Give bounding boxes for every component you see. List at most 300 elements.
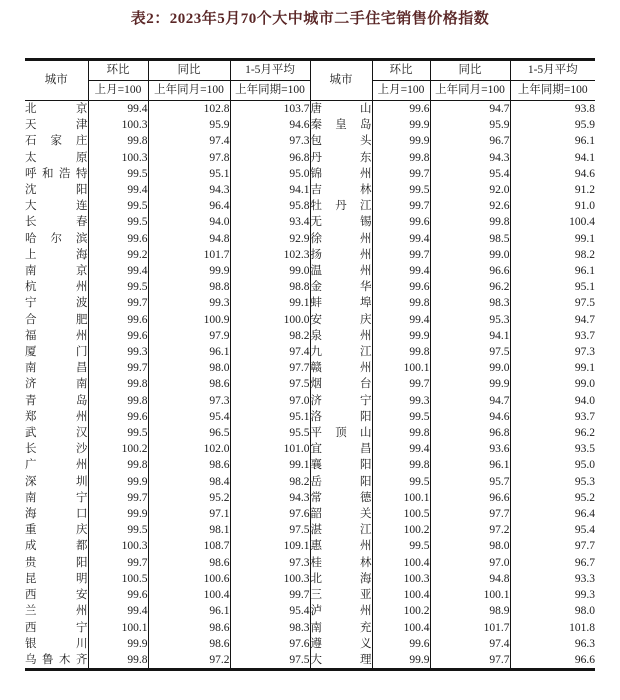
- index-value-cell: 99.3: [510, 587, 595, 603]
- city-name-cell: 泉州: [310, 328, 372, 344]
- index-value-cell: 92.0: [430, 182, 510, 198]
- city-name-cell: 天津: [25, 117, 88, 133]
- index-value-cell: 94.6: [510, 166, 595, 182]
- index-value-cell: 98.0: [430, 538, 510, 554]
- table-row: [25, 490, 595, 506]
- header-mom-right: 环比: [372, 60, 430, 81]
- index-value-cell: 99.5: [372, 474, 430, 490]
- index-value-cell: 99.8: [88, 133, 148, 149]
- header-mom-left: 环比: [88, 60, 148, 81]
- index-value-cell: 98.6: [148, 376, 230, 392]
- table-row: [25, 506, 595, 522]
- index-value-cell: 98.2: [230, 474, 310, 490]
- city-name-cell: 岳阳: [310, 474, 372, 490]
- index-value-cell: 97.6: [230, 636, 310, 652]
- table-row: [25, 328, 595, 344]
- index-value-cell: 96.8: [430, 425, 510, 441]
- index-value-cell: 96.5: [148, 425, 230, 441]
- table-row: [25, 295, 595, 311]
- index-value-cell: 99.3: [372, 393, 430, 409]
- city-name-cell: 重庆: [25, 522, 88, 538]
- index-value-cell: 94.3: [230, 490, 310, 506]
- city-name-cell: 洛阳: [310, 409, 372, 425]
- index-value-cell: 95.9: [430, 117, 510, 133]
- index-value-cell: 94.1: [230, 182, 310, 198]
- index-value-cell: 99.8: [430, 214, 510, 230]
- index-value-cell: 99.5: [372, 409, 430, 425]
- city-name-cell: 平顶山: [310, 425, 372, 441]
- index-value-cell: 97.2: [148, 652, 230, 670]
- table-row: [25, 425, 595, 441]
- city-name-cell: 北京: [25, 101, 88, 118]
- index-value-cell: 98.9: [430, 603, 510, 619]
- index-value-cell: 97.3: [510, 344, 595, 360]
- index-value-cell: 95.5: [230, 425, 310, 441]
- index-value-cell: 96.6: [510, 652, 595, 670]
- city-name-cell: 乌鲁木齐: [25, 652, 88, 670]
- index-value-cell: 99.9: [430, 376, 510, 392]
- index-value-cell: 93.7: [510, 409, 595, 425]
- index-value-cell: 98.8: [230, 279, 310, 295]
- header-avg-left: 1-5月平均: [230, 60, 310, 81]
- index-value-cell: 96.1: [148, 603, 230, 619]
- index-value-cell: 99.7: [372, 376, 430, 392]
- index-value-cell: 98.2: [510, 247, 595, 263]
- index-value-cell: 99.6: [88, 328, 148, 344]
- index-value-cell: 95.3: [510, 474, 595, 490]
- index-value-cell: 95.4: [148, 409, 230, 425]
- city-name-cell: 济南: [25, 376, 88, 392]
- index-value-cell: 94.3: [430, 150, 510, 166]
- city-name-cell: 惠州: [310, 538, 372, 554]
- index-value-cell: 100.4: [372, 587, 430, 603]
- index-value-cell: 99.8: [88, 376, 148, 392]
- index-value-cell: 99.4: [372, 231, 430, 247]
- index-value-cell: 99.7: [88, 490, 148, 506]
- index-value-cell: 95.9: [148, 117, 230, 133]
- index-value-cell: 100.2: [88, 441, 148, 457]
- table-row: [25, 117, 595, 133]
- index-value-cell: 97.5: [510, 295, 595, 311]
- index-value-cell: 98.1: [148, 522, 230, 538]
- table-header: [25, 60, 595, 101]
- table-row: [25, 393, 595, 409]
- index-value-cell: 99.9: [372, 133, 430, 149]
- index-value-cell: 94.7: [430, 101, 510, 118]
- city-name-cell: 安庆: [310, 312, 372, 328]
- table-title: 表2：2023年5月70个大中城市二手住宅销售价格指数: [130, 11, 490, 27]
- city-name-cell: 泸州: [310, 603, 372, 619]
- index-value-cell: 99.8: [372, 295, 430, 311]
- city-name-cell: 合肥: [25, 312, 88, 328]
- index-value-cell: 99.7: [372, 247, 430, 263]
- index-value-cell: 96.1: [148, 344, 230, 360]
- index-value-cell: 95.1: [510, 279, 595, 295]
- index-value-cell: 101.0: [230, 441, 310, 457]
- table-row: [25, 376, 595, 392]
- index-value-cell: 99.7: [372, 166, 430, 182]
- index-value-cell: 99.6: [372, 101, 430, 118]
- header-avg-base-right: 上年同期=100: [510, 81, 595, 101]
- index-value-cell: 95.4: [510, 522, 595, 538]
- city-name-cell: 锦州: [310, 166, 372, 182]
- city-name-cell: 广州: [25, 457, 88, 473]
- table-row: [25, 522, 595, 538]
- index-value-cell: 97.7: [510, 538, 595, 554]
- index-value-cell: 96.1: [510, 263, 595, 279]
- index-value-cell: 99.7: [230, 587, 310, 603]
- table-row: [25, 571, 595, 587]
- index-value-cell: 97.3: [230, 133, 310, 149]
- city-name-cell: 海口: [25, 506, 88, 522]
- index-value-cell: 98.6: [148, 636, 230, 652]
- index-value-cell: 98.6: [148, 555, 230, 571]
- index-value-cell: 99.6: [88, 587, 148, 603]
- city-name-cell: 遵义: [310, 636, 372, 652]
- index-value-cell: 97.0: [230, 393, 310, 409]
- index-value-cell: 95.9: [510, 117, 595, 133]
- city-name-cell: 吉林: [310, 182, 372, 198]
- index-value-cell: 100.3: [230, 571, 310, 587]
- table-row: [25, 441, 595, 457]
- table-row: [25, 474, 595, 490]
- header-avg-base-left: 上年同期=100: [230, 81, 310, 101]
- city-name-cell: 太原: [25, 150, 88, 166]
- index-value-cell: 100.4: [510, 214, 595, 230]
- index-value-cell: 94.0: [148, 214, 230, 230]
- index-value-cell: 97.5: [230, 522, 310, 538]
- index-value-cell: 99.9: [372, 328, 430, 344]
- index-value-cell: 99.4: [372, 263, 430, 279]
- index-value-cell: 99.4: [372, 441, 430, 457]
- city-name-cell: 昆明: [25, 571, 88, 587]
- table-row: [25, 587, 595, 603]
- header-mom-base-right: 上月=100: [372, 81, 430, 101]
- index-value-cell: 101.7: [148, 247, 230, 263]
- index-value-cell: 95.0: [510, 457, 595, 473]
- index-value-cell: 93.5: [510, 441, 595, 457]
- index-value-cell: 97.7: [430, 506, 510, 522]
- table-row: [25, 101, 595, 118]
- index-value-cell: 93.4: [230, 214, 310, 230]
- index-value-cell: 97.9: [148, 328, 230, 344]
- city-name-cell: 成都: [25, 538, 88, 554]
- index-value-cell: 95.2: [148, 490, 230, 506]
- index-value-cell: 100.5: [88, 571, 148, 587]
- index-value-cell: 99.4: [372, 312, 430, 328]
- index-value-cell: 98.8: [148, 279, 230, 295]
- table-row: [25, 247, 595, 263]
- table-row: [25, 263, 595, 279]
- index-value-cell: 99.7: [372, 198, 430, 214]
- index-value-cell: 96.7: [430, 133, 510, 149]
- city-name-cell: 西宁: [25, 620, 88, 636]
- index-value-cell: 94.1: [510, 150, 595, 166]
- index-value-cell: 99.8: [88, 457, 148, 473]
- city-name-cell: 唐山: [310, 101, 372, 118]
- table-row: [25, 166, 595, 182]
- index-value-cell: 99.1: [510, 231, 595, 247]
- city-name-cell: 银川: [25, 636, 88, 652]
- index-value-cell: 94.3: [148, 182, 230, 198]
- index-value-cell: 98.0: [148, 360, 230, 376]
- city-name-cell: 牡丹江: [310, 198, 372, 214]
- index-value-cell: 98.5: [430, 231, 510, 247]
- index-value-cell: 99.8: [88, 652, 148, 670]
- city-name-cell: 南充: [310, 620, 372, 636]
- index-value-cell: 97.6: [230, 506, 310, 522]
- city-name-cell: 九江: [310, 344, 372, 360]
- city-name-cell: 哈尔滨: [25, 231, 88, 247]
- index-value-cell: 97.5: [430, 344, 510, 360]
- table-row: [25, 636, 595, 652]
- index-value-cell: 93.3: [510, 571, 595, 587]
- table-row: [25, 312, 595, 328]
- index-value-cell: 98.4: [148, 474, 230, 490]
- index-value-cell: 99.6: [372, 279, 430, 295]
- index-value-cell: 99.8: [88, 393, 148, 409]
- city-name-cell: 韶关: [310, 506, 372, 522]
- index-value-cell: 99.5: [88, 425, 148, 441]
- index-value-cell: 97.4: [230, 344, 310, 360]
- index-value-cell: 99.5: [88, 522, 148, 538]
- city-name-cell: 丹东: [310, 150, 372, 166]
- index-value-cell: 98.0: [510, 603, 595, 619]
- city-name-cell: 杭州: [25, 279, 88, 295]
- city-name-cell: 青岛: [25, 393, 88, 409]
- index-value-cell: 109.1: [230, 538, 310, 554]
- index-value-cell: 97.5: [230, 376, 310, 392]
- table-row: [25, 360, 595, 376]
- table-row: [25, 620, 595, 636]
- index-value-cell: 108.7: [148, 538, 230, 554]
- index-value-cell: 98.6: [148, 620, 230, 636]
- index-value-cell: 99.8: [372, 150, 430, 166]
- index-value-cell: 101.8: [510, 620, 595, 636]
- index-value-cell: 100.3: [88, 117, 148, 133]
- city-name-cell: 蚌埠: [310, 295, 372, 311]
- city-name-cell: 宁波: [25, 295, 88, 311]
- price-index-table: [25, 58, 595, 671]
- index-value-cell: 94.0: [510, 393, 595, 409]
- index-value-cell: 99.6: [88, 409, 148, 425]
- city-name-cell: 金华: [310, 279, 372, 295]
- index-value-cell: 100.1: [372, 490, 430, 506]
- index-value-cell: 99.0: [230, 263, 310, 279]
- index-value-cell: 99.5: [88, 214, 148, 230]
- table-row: [25, 231, 595, 247]
- city-name-cell: 大理: [310, 652, 372, 670]
- index-value-cell: 97.2: [430, 522, 510, 538]
- header-yoy-right: 同比: [430, 60, 510, 81]
- index-value-cell: 101.7: [430, 620, 510, 636]
- index-value-cell: 99.8: [372, 457, 430, 473]
- index-value-cell: 102.3: [230, 247, 310, 263]
- index-value-cell: 96.1: [510, 133, 595, 149]
- index-value-cell: 94.7: [430, 393, 510, 409]
- index-value-cell: 97.4: [430, 636, 510, 652]
- index-value-cell: 99.9: [88, 636, 148, 652]
- index-value-cell: 99.5: [88, 198, 148, 214]
- index-value-cell: 94.8: [148, 231, 230, 247]
- city-name-cell: 徐州: [310, 231, 372, 247]
- index-value-cell: 97.3: [230, 555, 310, 571]
- index-value-cell: 96.2: [430, 279, 510, 295]
- index-value-cell: 99.9: [372, 652, 430, 670]
- index-value-cell: 96.6: [430, 263, 510, 279]
- index-value-cell: 100.1: [88, 620, 148, 636]
- index-value-cell: 99.4: [88, 603, 148, 619]
- index-value-cell: 97.5: [230, 652, 310, 670]
- index-value-cell: 96.4: [510, 506, 595, 522]
- index-value-cell: 99.9: [88, 474, 148, 490]
- table-row: [25, 603, 595, 619]
- index-value-cell: 94.7: [510, 312, 595, 328]
- index-value-cell: 99.3: [88, 344, 148, 360]
- city-name-cell: 兰州: [25, 603, 88, 619]
- index-value-cell: 99.5: [372, 182, 430, 198]
- city-name-cell: 三亚: [310, 587, 372, 603]
- index-value-cell: 99.5: [88, 279, 148, 295]
- index-value-cell: 100.4: [372, 620, 430, 636]
- table-row: [25, 133, 595, 149]
- index-value-cell: 95.1: [230, 409, 310, 425]
- index-value-cell: 98.6: [148, 457, 230, 473]
- index-value-cell: 95.7: [430, 474, 510, 490]
- city-name-cell: 宜昌: [310, 441, 372, 457]
- index-value-cell: 99.7: [88, 295, 148, 311]
- index-value-cell: 99.2: [88, 247, 148, 263]
- index-value-cell: 99.6: [88, 312, 148, 328]
- index-value-cell: 98.2: [230, 328, 310, 344]
- table-row: [25, 409, 595, 425]
- city-name-cell: 郑州: [25, 409, 88, 425]
- index-value-cell: 94.8: [430, 571, 510, 587]
- index-value-cell: 99.9: [88, 506, 148, 522]
- index-value-cell: 94.6: [430, 409, 510, 425]
- index-value-cell: 100.4: [372, 555, 430, 571]
- index-value-cell: 92.6: [430, 198, 510, 214]
- table-row: [25, 652, 595, 670]
- city-name-cell: 长沙: [25, 441, 88, 457]
- table-body: [25, 101, 595, 670]
- city-name-cell: 西安: [25, 587, 88, 603]
- index-value-cell: 99.1: [230, 457, 310, 473]
- city-name-cell: 福州: [25, 328, 88, 344]
- city-name-cell: 南宁: [25, 490, 88, 506]
- index-value-cell: 96.7: [510, 555, 595, 571]
- index-value-cell: 94.6: [230, 117, 310, 133]
- index-value-cell: 96.8: [230, 150, 310, 166]
- city-name-cell: 桂林: [310, 555, 372, 571]
- index-value-cell: 99.8: [372, 344, 430, 360]
- city-name-cell: 南昌: [25, 360, 88, 376]
- index-value-cell: 95.1: [148, 166, 230, 182]
- index-value-cell: 91.0: [510, 198, 595, 214]
- city-name-cell: 烟台: [310, 376, 372, 392]
- index-value-cell: 99.7: [88, 360, 148, 376]
- index-value-cell: 99.4: [88, 182, 148, 198]
- index-value-cell: 99.7: [88, 555, 148, 571]
- index-value-cell: 93.6: [430, 441, 510, 457]
- city-name-cell: 湛江: [310, 522, 372, 538]
- header-yoy-left: 同比: [148, 60, 230, 81]
- city-name-cell: 石家庄: [25, 133, 88, 149]
- city-name-cell: 厦门: [25, 344, 88, 360]
- index-value-cell: 100.0: [230, 312, 310, 328]
- index-value-cell: 93.8: [510, 101, 595, 118]
- index-value-cell: 99.1: [510, 360, 595, 376]
- index-value-cell: 97.0: [430, 555, 510, 571]
- index-value-cell: 95.0: [230, 166, 310, 182]
- index-value-cell: 99.3: [148, 295, 230, 311]
- header-yoy-base-right: 上年同月=100: [430, 81, 510, 101]
- header-city-right: 城市: [310, 60, 372, 101]
- city-name-cell: 大连: [25, 198, 88, 214]
- index-value-cell: 99.6: [372, 636, 430, 652]
- header-mom-base-left: 上月=100: [88, 81, 148, 101]
- index-value-cell: 103.7: [230, 101, 310, 118]
- header-yoy-base-left: 上年同月=100: [148, 81, 230, 101]
- index-value-cell: 96.2: [510, 425, 595, 441]
- index-value-cell: 99.6: [88, 231, 148, 247]
- index-value-cell: 99.4: [88, 263, 148, 279]
- index-value-cell: 97.1: [148, 506, 230, 522]
- index-value-cell: 100.1: [430, 587, 510, 603]
- index-value-cell: 91.2: [510, 182, 595, 198]
- index-value-cell: 100.3: [88, 538, 148, 554]
- index-value-cell: 95.4: [230, 603, 310, 619]
- city-name-cell: 长春: [25, 214, 88, 230]
- index-value-cell: 99.8: [372, 425, 430, 441]
- index-value-cell: 95.4: [430, 166, 510, 182]
- index-value-cell: 96.4: [148, 198, 230, 214]
- city-name-cell: 赣州: [310, 360, 372, 376]
- city-name-cell: 常德: [310, 490, 372, 506]
- city-name-cell: 无锡: [310, 214, 372, 230]
- table-row: [25, 555, 595, 571]
- index-value-cell: 97.8: [148, 150, 230, 166]
- index-value-cell: 97.7: [430, 652, 510, 670]
- table-row: [25, 538, 595, 554]
- index-value-cell: 99.5: [88, 166, 148, 182]
- city-name-cell: 襄阳: [310, 457, 372, 473]
- index-value-cell: 95.2: [510, 490, 595, 506]
- city-name-cell: 温州: [310, 263, 372, 279]
- index-value-cell: 100.5: [372, 506, 430, 522]
- table-row: [25, 198, 595, 214]
- index-value-cell: 99.9: [372, 117, 430, 133]
- table-row: [25, 182, 595, 198]
- index-value-cell: 98.3: [230, 620, 310, 636]
- city-name-cell: 武汉: [25, 425, 88, 441]
- index-value-cell: 95.8: [230, 198, 310, 214]
- index-value-cell: 98.3: [430, 295, 510, 311]
- table-row: [25, 279, 595, 295]
- city-name-cell: 呼和浩特: [25, 166, 88, 182]
- index-value-cell: 97.4: [148, 133, 230, 149]
- city-name-cell: 贵阳: [25, 555, 88, 571]
- city-name-cell: 包头: [310, 133, 372, 149]
- header-row-groups: [25, 60, 595, 81]
- index-value-cell: 100.4: [148, 587, 230, 603]
- header-avg-right: 1-5月平均: [510, 60, 595, 81]
- index-value-cell: 100.1: [372, 360, 430, 376]
- index-value-cell: 99.4: [88, 101, 148, 118]
- index-value-cell: 100.2: [372, 603, 430, 619]
- index-value-cell: 95.3: [430, 312, 510, 328]
- index-value-cell: 100.9: [148, 312, 230, 328]
